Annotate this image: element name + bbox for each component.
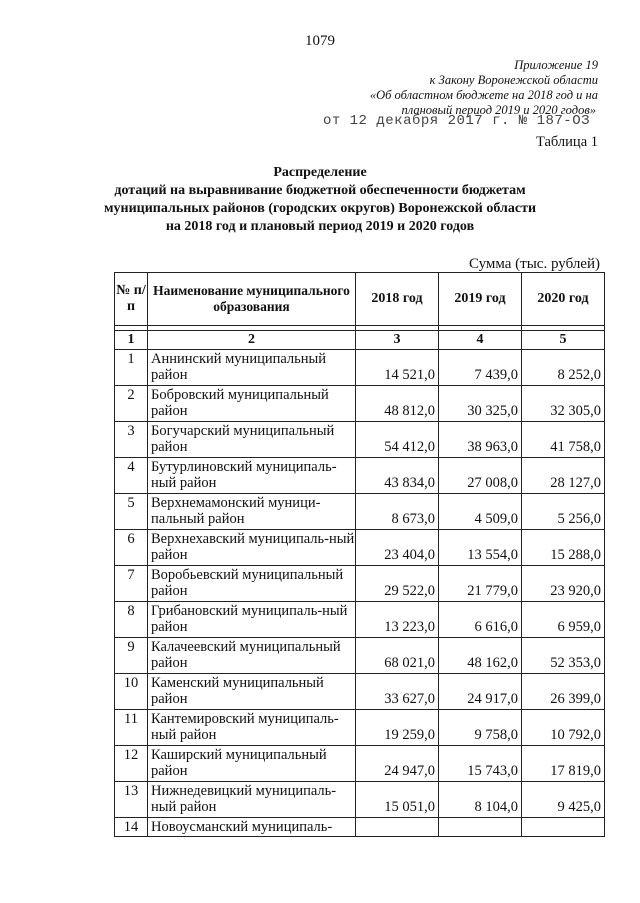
amount-2018: 29 522,0 xyxy=(356,566,439,602)
municipality-name: Каширский муниципальный район xyxy=(148,746,356,782)
amount-2019: 7 439,0 xyxy=(439,350,522,386)
amount-2018: 33 627,0 xyxy=(356,674,439,710)
amount-2019: 24 917,0 xyxy=(439,674,522,710)
table-row xyxy=(115,458,605,494)
amount-2019 xyxy=(439,818,522,837)
header-num: № п/п xyxy=(115,273,148,326)
municipality-name: Кантемировский муниципаль-ный район xyxy=(148,710,356,746)
row-number: 7 xyxy=(115,566,148,602)
row-number: 13 xyxy=(115,782,148,818)
table-header-row xyxy=(115,273,605,326)
row-number: 10 xyxy=(115,674,148,710)
table-row xyxy=(115,494,605,530)
annex-line: к Закону Воронежской области xyxy=(429,73,598,87)
subsidy-table xyxy=(114,272,605,837)
annex-line: плановый период 2019 и 2020 годов» xyxy=(401,103,596,117)
table-row xyxy=(115,566,605,602)
municipality-name: Аннинский муниципальный район xyxy=(148,350,356,386)
table-label: Таблица 1 xyxy=(535,134,598,150)
row-number: 1 xyxy=(115,350,148,386)
annex-line: «Об областном бюджете на 2018 год и на xyxy=(369,88,598,102)
amount-2020: 15 288,0 xyxy=(522,530,605,566)
amount-2018 xyxy=(356,818,439,837)
amount-2018: 43 834,0 xyxy=(356,458,439,494)
municipality-name: Богучарский муниципальный район xyxy=(148,422,356,458)
table-row xyxy=(115,818,605,837)
municipality-name: Верхнемамонский муници-пальный район xyxy=(148,494,356,530)
municipality-name: Бобровский муниципальный район xyxy=(148,386,356,422)
amount-2019: 48 162,0 xyxy=(439,638,522,674)
municipality-name: Бутурлиновский муниципаль-ный район xyxy=(148,458,356,494)
row-number: 4 xyxy=(115,458,148,494)
amount-2019: 9 758,0 xyxy=(439,710,522,746)
municipality-name: Каменский муниципальный район xyxy=(148,674,356,710)
column-index: 2 xyxy=(148,331,356,350)
table-row xyxy=(115,782,605,818)
table-row xyxy=(115,710,605,746)
column-index: 4 xyxy=(439,331,522,350)
page-number: 1079 xyxy=(305,33,335,49)
row-number: 2 xyxy=(115,386,148,422)
table-row xyxy=(115,530,605,566)
annex-line: Приложение 19 xyxy=(514,58,598,72)
table-row xyxy=(115,746,605,782)
amount-2018: 19 259,0 xyxy=(356,710,439,746)
table-row xyxy=(115,602,605,638)
amount-2020: 28 127,0 xyxy=(522,458,605,494)
amount-2018: 54 412,0 xyxy=(356,422,439,458)
row-number: 9 xyxy=(115,638,148,674)
amount-2020: 52 353,0 xyxy=(522,638,605,674)
amount-2018: 15 051,0 xyxy=(356,782,439,818)
amount-2020 xyxy=(522,818,605,837)
amount-2020: 9 425,0 xyxy=(522,782,605,818)
amount-2019: 21 779,0 xyxy=(439,566,522,602)
row-number: 6 xyxy=(115,530,148,566)
amount-2018: 68 021,0 xyxy=(356,638,439,674)
municipality-name: Грибановский муниципаль-ный район xyxy=(148,602,356,638)
header-2018: 2018 год xyxy=(356,273,439,326)
amount-2020: 17 819,0 xyxy=(522,746,605,782)
amount-2020: 5 256,0 xyxy=(522,494,605,530)
row-number: 12 xyxy=(115,746,148,782)
units-label: Сумма (тыс. рублей) xyxy=(468,256,600,272)
row-number: 8 xyxy=(115,602,148,638)
law-date-stamp: от 12 декабря 2017 г. № 187-ОЗ xyxy=(322,113,590,129)
table-row xyxy=(115,422,605,458)
amount-2018: 14 521,0 xyxy=(356,350,439,386)
header-2020: 2020 год xyxy=(522,273,605,326)
amount-2019: 6 616,0 xyxy=(439,602,522,638)
title-line: муниципальных районов (городских округов) Воронежской области xyxy=(103,201,537,216)
header-2019: 2019 год xyxy=(439,273,522,326)
row-number: 3 xyxy=(115,422,148,458)
amount-2018: 23 404,0 xyxy=(356,530,439,566)
title-line: на 2018 год и плановый период 2019 и 2020 годов xyxy=(165,219,475,234)
amount-2020: 8 252,0 xyxy=(522,350,605,386)
amount-2019: 8 104,0 xyxy=(439,782,522,818)
table-row xyxy=(115,674,605,710)
table-row xyxy=(115,350,605,386)
amount-2020: 26 399,0 xyxy=(522,674,605,710)
amount-2020: 41 758,0 xyxy=(522,422,605,458)
amount-2019: 4 509,0 xyxy=(439,494,522,530)
column-index: 1 xyxy=(115,331,148,350)
amount-2019: 13 554,0 xyxy=(439,530,522,566)
title-line: дотаций на выравнивание бюджетной обеспеченности бюджетам xyxy=(114,183,526,198)
column-index: 3 xyxy=(356,331,439,350)
municipality-name: Калачеевский муниципальный район xyxy=(148,638,356,674)
amount-2019: 15 743,0 xyxy=(439,746,522,782)
row-number: 5 xyxy=(115,494,148,530)
municipality-name: Нижнедевицкий муниципаль-ный район xyxy=(148,782,356,818)
amount-2019: 30 325,0 xyxy=(439,386,522,422)
amount-2020: 6 959,0 xyxy=(522,602,605,638)
amount-2020: 32 305,0 xyxy=(522,386,605,422)
municipality-name: Воробьевский муниципальный район xyxy=(148,566,356,602)
municipality-name: Верхнехавский муниципаль-ный район xyxy=(148,530,356,566)
amount-2018: 8 673,0 xyxy=(356,494,439,530)
amount-2018: 13 223,0 xyxy=(356,602,439,638)
header-name: Наименование муниципального образования xyxy=(148,273,356,326)
amount-2019: 27 008,0 xyxy=(439,458,522,494)
amount-2018: 48 812,0 xyxy=(356,386,439,422)
row-number: 14 xyxy=(115,818,148,837)
column-index-row xyxy=(115,331,605,350)
table-row xyxy=(115,386,605,422)
row-number: 11 xyxy=(115,710,148,746)
column-index: 5 xyxy=(522,331,605,350)
amount-2019: 38 963,0 xyxy=(439,422,522,458)
amount-2020: 10 792,0 xyxy=(522,710,605,746)
amount-2018: 24 947,0 xyxy=(356,746,439,782)
title-line: Распределение xyxy=(273,165,367,180)
amount-2020: 23 920,0 xyxy=(522,566,605,602)
municipality-name: Новоусманский муниципаль- xyxy=(148,818,356,837)
table-row xyxy=(115,638,605,674)
